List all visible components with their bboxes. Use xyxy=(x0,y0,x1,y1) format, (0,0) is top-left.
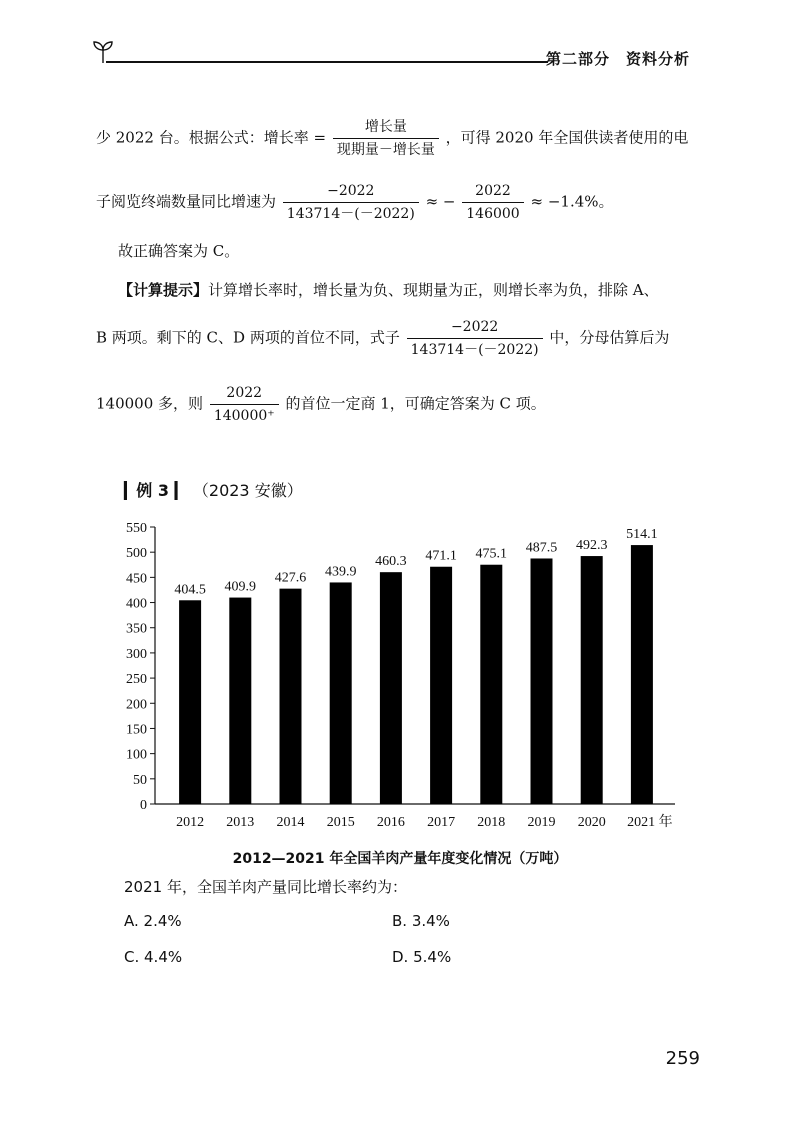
bar-2013 xyxy=(229,598,251,804)
x-tick-label-2019: 2019 xyxy=(527,815,556,830)
y-tick-label: 0 xyxy=(140,798,147,813)
text-run: ≈ −1.4%。 xyxy=(530,192,614,211)
solution-line-2 xyxy=(96,182,696,223)
section-title: 第二部分 资料分析 xyxy=(545,50,690,68)
fraction-denominator: 143714－(－2022) xyxy=(283,202,419,223)
bar-2015 xyxy=(330,582,352,804)
x-tick-label-2014: 2014 xyxy=(276,815,305,830)
x-tick-label-2017: 2017 xyxy=(427,815,456,830)
data-label-2016: 460.3 xyxy=(375,554,407,570)
chart-caption: 2012—2021 年全国羊肉产量年度变化情况（万吨） xyxy=(232,851,568,867)
x-tick-label-2013: 2013 xyxy=(226,815,255,830)
bar-2018 xyxy=(480,565,502,804)
data-label-2012: 404.5 xyxy=(174,582,206,598)
x-tick-label-2021: 2021 年 xyxy=(627,815,673,830)
text-run: 计算增长率时，增长量为负、现期量为正，则增长率为负，排除 A、 xyxy=(208,281,659,299)
option-a[interactable]: A. 2.4% xyxy=(124,912,182,930)
x-tick-label-2016: 2016 xyxy=(376,815,405,830)
data-label-2015: 439.9 xyxy=(324,564,357,580)
text-run: B 两项。剩下的 C、D 两项的首位不同，式子 xyxy=(96,328,400,347)
page-number: 259 xyxy=(665,1048,700,1069)
fraction xyxy=(462,182,523,223)
bar-2019 xyxy=(531,558,553,804)
y-tick-label: 200 xyxy=(126,697,147,713)
bar-chart xyxy=(100,512,700,842)
fraction xyxy=(283,182,419,223)
bar-2020 xyxy=(581,556,603,804)
answer-line: 故正确答案为 C。 xyxy=(118,242,240,260)
text-run: 140000 多，则 xyxy=(96,394,204,413)
fraction xyxy=(210,384,279,425)
bar-2021 xyxy=(631,545,653,804)
y-tick-label: 150 xyxy=(126,722,147,738)
y-tick-label: 50 xyxy=(133,772,147,788)
y-tick-label: 300 xyxy=(126,646,147,662)
y-tick-label: 500 xyxy=(126,546,147,562)
text-run: 中，分母估算后为 xyxy=(549,328,670,347)
y-tick-label: 550 xyxy=(126,521,147,536)
tip-line-2 xyxy=(96,318,696,359)
page-header xyxy=(92,38,692,68)
tip-line-3 xyxy=(96,384,696,425)
fraction-denominator: 146000 xyxy=(462,202,523,223)
y-tick-label: 100 xyxy=(126,747,147,763)
data-label-2013: 409.9 xyxy=(224,579,257,595)
option-b[interactable]: B. 3.4% xyxy=(392,912,450,930)
formula-denominator: 现期量－增长量 xyxy=(333,138,439,159)
bar-2014 xyxy=(280,589,302,804)
fraction-numerator: 2022 xyxy=(226,385,263,401)
option-d[interactable]: D. 5.4% xyxy=(392,948,452,966)
fraction-numerator: 2022 xyxy=(475,183,511,199)
data-label-2014: 427.6 xyxy=(274,570,307,586)
fraction-denominator: 140000⁺ xyxy=(210,404,279,425)
bar-2017 xyxy=(430,567,452,804)
data-label-2019: 487.5 xyxy=(525,540,558,556)
formula-numerator: 增长量 xyxy=(364,119,407,135)
growth-rate-formula xyxy=(333,118,439,159)
x-tick-label-2018: 2018 xyxy=(477,815,506,830)
fraction-numerator: −2022 xyxy=(327,183,375,199)
example-heading xyxy=(124,478,303,501)
data-label-2020: 492.3 xyxy=(575,538,608,554)
bar-2016 xyxy=(380,572,402,804)
y-tick-label: 350 xyxy=(126,621,147,637)
data-label-2017: 471.1 xyxy=(425,548,457,564)
tip-label: 【计算提示】 xyxy=(118,281,209,299)
text-run: ，可得 2020 年全国供读者使用的电 xyxy=(445,128,689,147)
option-c[interactable]: C. 4.4% xyxy=(124,948,183,966)
bar-2012 xyxy=(179,600,201,804)
x-tick-label-2020: 2020 xyxy=(577,815,606,830)
y-tick-label: 250 xyxy=(126,672,147,688)
text-run: ≈ − xyxy=(425,192,456,211)
text-run: 子阅览终端数量同比增速为 xyxy=(96,192,277,211)
text-run: 的首位一定商 1，可确定答案为 C 项。 xyxy=(285,394,546,413)
x-tick-label-2012: 2012 xyxy=(176,815,205,830)
x-tick-label-2015: 2015 xyxy=(326,815,355,830)
data-label-2021: 514.1 xyxy=(626,527,658,543)
y-tick-label: 400 xyxy=(126,596,147,612)
solution-line-1 xyxy=(96,118,696,159)
fraction-denominator: 143714－(－2022) xyxy=(407,338,543,359)
question-stem: 2021 年，全国羊肉产量同比增长率约为： xyxy=(124,878,407,896)
data-label-2018: 475.1 xyxy=(475,546,508,562)
text-run: 少 2022 台。根据公式：增长率 = xyxy=(96,128,327,147)
tip-line-1 xyxy=(118,279,718,300)
fraction xyxy=(407,318,543,359)
example-label: ▎例 3 ▎ xyxy=(124,481,187,500)
header-rule xyxy=(106,61,548,63)
example-source: （2023 安徽） xyxy=(192,481,303,500)
y-tick-label: 450 xyxy=(126,571,147,587)
fraction-numerator: −2022 xyxy=(450,319,499,335)
